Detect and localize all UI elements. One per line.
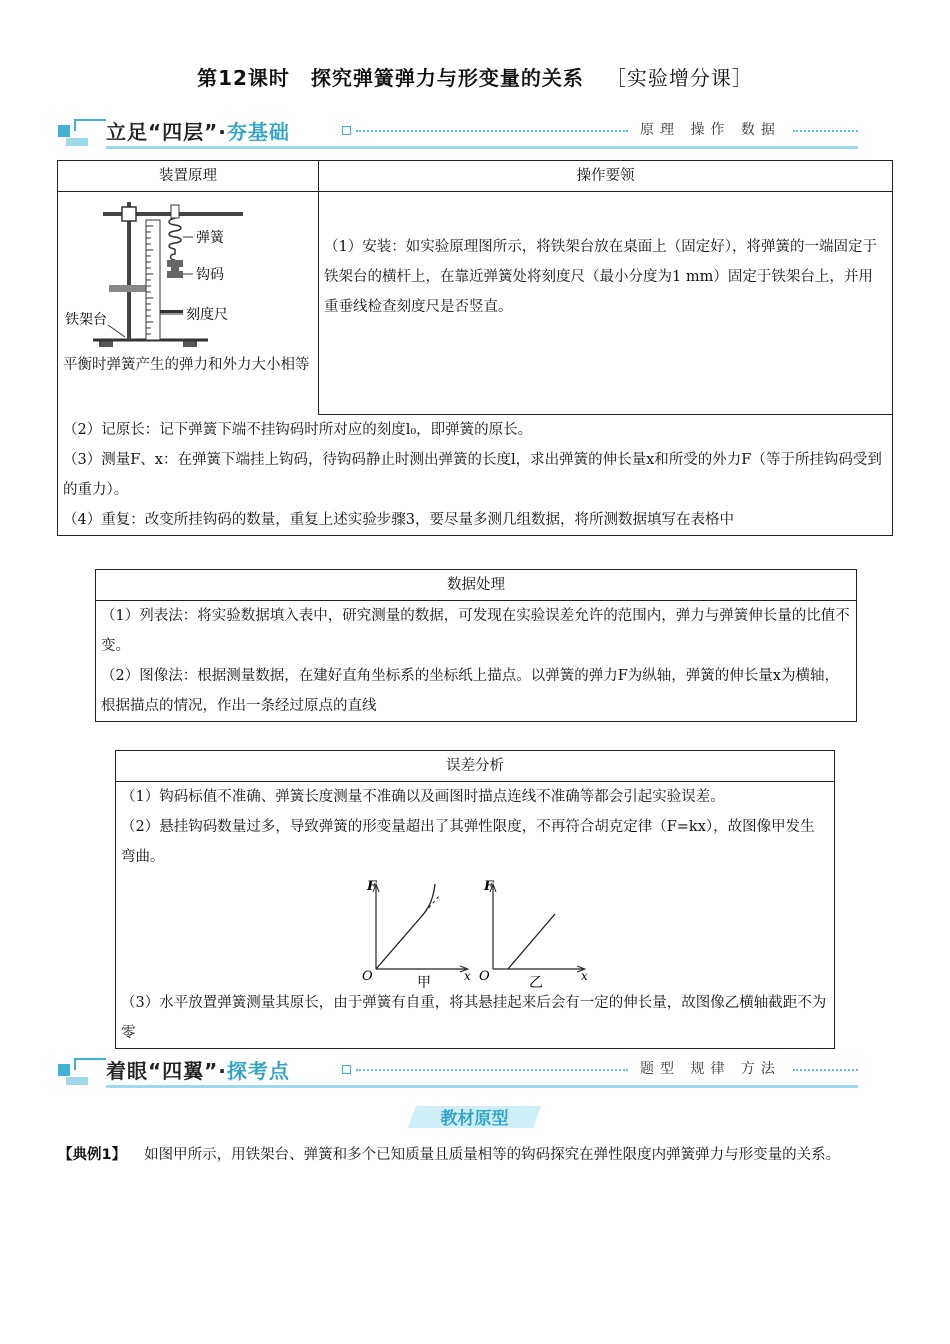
data-item-1: （1）列表法：将实验数据填入表中，研究测量的数据，可发现在实验误差允许的范围内，弹力与弹簧伸长量的比值不变。 [101, 608, 850, 654]
section-header-foundation [58, 116, 858, 150]
data-processing-table [95, 569, 857, 722]
graph-a-origin: O [362, 969, 373, 984]
section-title-highlight: 探考点 [226, 1059, 290, 1083]
col-header-principle: 装置原理 [58, 161, 319, 192]
graph-b-origin: O [479, 969, 490, 984]
step3-text: （3）测量F、x：在弹簧下端挂上钩码，待钩码静止时测出弹簧的长度l，求出弹簧的伸长量x和所受的外力F（等于所挂钩码受到的重力）。 [63, 451, 882, 498]
experiment-table [57, 160, 893, 536]
section-title: 立足“四层”· [106, 120, 227, 144]
section-title: 着眼“四翼”· [106, 1059, 227, 1083]
label-ruler: 刻度尺 [186, 307, 228, 323]
steps-cell [58, 414, 893, 535]
step2-text: （2）记原长：记下弹簧下端不挂钩码时所对应的刻度l₀，即弹簧的原长。 [63, 421, 533, 438]
label-weight: 钩码 [196, 267, 224, 283]
textbook-badge: 教材原型 [412, 1102, 537, 1132]
graph-b [479, 879, 588, 988]
error-analysis-table [115, 750, 835, 1049]
graph-b-x-label: x [581, 969, 588, 983]
step1-text: （1）安装：如实验原理图所示，将铁架台放在桌面上（固定好），将弹簧的一端固定于铁架台的横杆上，在靠近弹簧处将刻度尺（最小分度为1 mm）固定于铁架台上，并用重垂线检查刻度尺是否竖直。 [319, 192, 893, 415]
error-item-1: （1）钩码标值不准确、弹簧长度测量不准确以及画图时描点连线不准确等都会引起实验误差。 [121, 789, 725, 805]
data-processing-body [96, 601, 857, 722]
label-stand: 铁架台 [65, 312, 107, 328]
graph-a [362, 879, 471, 988]
graph-a-caption: 甲 [417, 975, 431, 988]
graph-a-y-label: F [367, 879, 377, 894]
error-item-2: （2）悬挂钩码数量过多，导致弹簧的形变量超出了其弹性限度，不再符合胡克定律（F=kx），故图像甲发生弯曲。 [121, 819, 815, 865]
error-item-3: （3）水平放置弹簧测量其原长，由于弹簧有自重，将其悬挂起来后会有一定的伸长量，故图像乙横轴截距不为零 [121, 995, 827, 1041]
graph-b-y-label: F [484, 879, 494, 894]
section-keywords: 原理 操作 数据 [640, 122, 781, 138]
error-analysis-body [116, 782, 835, 1049]
data-item-2: （2）图像法：根据测量数据，在建好直角坐标系的坐标纸上描点。以弹簧的弹力F为纵轴，弹簧的伸长量x为横轴，根据描点的情况，作出一条经过原点的直线 [101, 668, 839, 714]
example-1 [58, 1140, 894, 1170]
apparatus-figure [63, 192, 313, 352]
graph-b-caption: 乙 [529, 975, 543, 988]
data-processing-header: 数据处理 [96, 570, 857, 601]
example-text: 如图甲所示，用铁架台、弹簧和多个已知质量且质量相等的钩码探究在弹性限度内弹簧弹力与形变量的关系。 [144, 1147, 841, 1163]
col-header-operation: 操作要领 [319, 161, 893, 192]
section-title-highlight: 夯基础 [226, 120, 290, 144]
section-header-exam-points [58, 1055, 858, 1089]
graph-a-x-label: x [464, 969, 471, 983]
error-graphs [121, 872, 829, 988]
step4-text: （4）重复：改变所挂钩码的数量，重复上述实验步骤3，要尽量多测几组数据，将所测数据填写在表格中 [63, 511, 734, 528]
page-title: 第12课时 探究弹簧弹力与形变量的关系 ［实验增分课］ [197, 66, 753, 90]
principle-cell [58, 192, 319, 415]
section-keywords: 题型 规律 方法 [640, 1061, 781, 1077]
example-label: 【典例1】 [58, 1147, 127, 1163]
principle-text: 平衡时弹簧产生的弹力和外力大小相等 [63, 357, 310, 373]
label-spring: 弹簧 [196, 230, 224, 246]
error-analysis-header: 误差分析 [116, 751, 835, 782]
